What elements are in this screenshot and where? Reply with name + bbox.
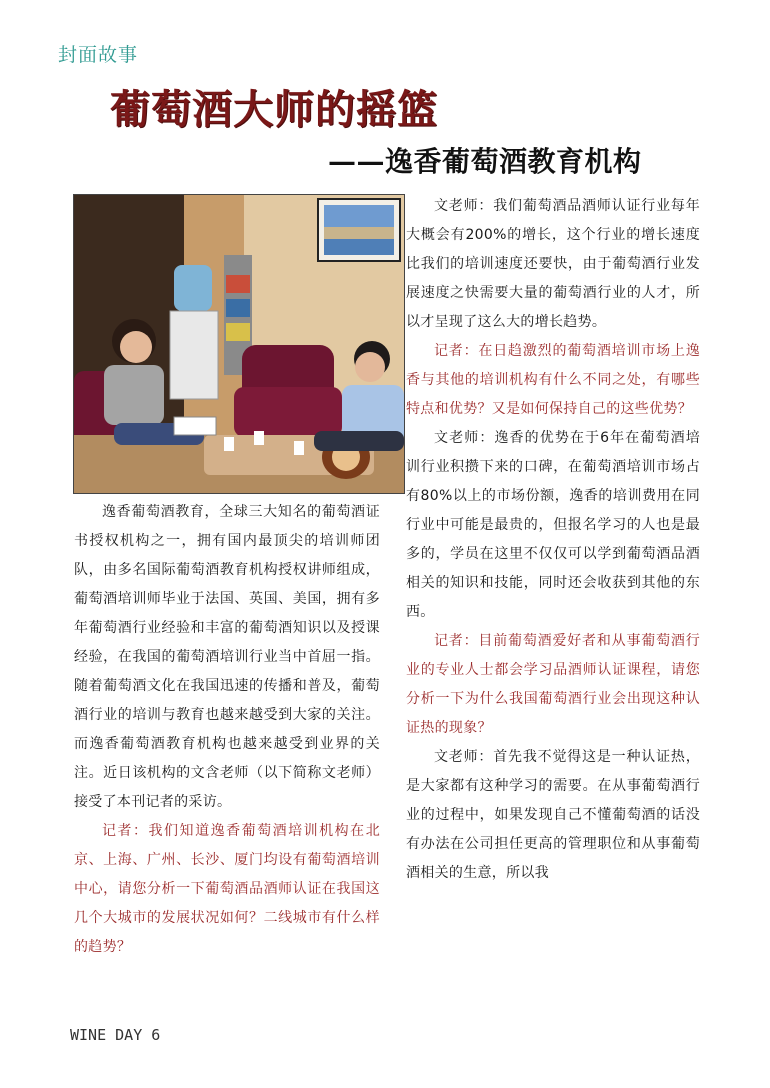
page-footer: WINE DAY 6 xyxy=(70,1026,161,1044)
left-column xyxy=(74,498,380,962)
article-title: 葡萄酒大师的摇篮 xyxy=(110,86,438,133)
reporter-question: 记者：在日趋激烈的葡萄酒培训市场上逸香与其他的培训机构有什么不同之处，有哪些特点和优势？又是如何保持自己的这些优势？ xyxy=(406,343,700,417)
section-label: 封面故事 xyxy=(58,44,139,66)
reporter-question: 记者：目前葡萄酒爱好者和从事葡萄酒行业的专业人士都会学习品酒师认证课程，请您分析一下为什么我国葡萄酒行业会出现这种认证热的现象？ xyxy=(406,633,700,736)
reporter-question: 记者：我们知道逸香葡萄酒培训机构在北京、上海、广州、长沙、厦门均设有葡萄酒培训中心，请您分析一下葡萄酒品酒师认证在我国这几个大城市的发展状况如何？二线城市有什么样的趋势？ xyxy=(74,823,380,955)
article-subtitle: ——逸香葡萄酒教育机构 xyxy=(328,145,642,178)
teacher-answer: 文老师：首先我不觉得这是一种认证热，是大家都有这种学习的需要。在从事葡萄酒行业的过程中，如果发现自己不懂葡萄酒的话没有办法在公司担任更高的管理职位和从事葡萄酒相关的生意，所以我 xyxy=(406,749,700,881)
intro-paragraph: 逸香葡萄酒教育，全球三大知名的葡萄酒证书授权机构之一，拥有国内最顶尖的培训师团队，由多名国际葡萄酒教育机构授权讲师组成，葡萄酒培训师毕业于法国、英国、美国，拥有多年葡萄酒行业经验和丰富的葡萄酒知识以及授课经验，在我国的葡萄酒培训行业当中首屈一指。随着葡萄酒文化在我国迅速的传播和普及，葡萄酒行业的培训与教育也越来越受到大家的关注。而逸香葡萄酒教育机构也越来越受到业界的关注。近日该机构的文含老师（以下简称文老师）接受了本刊记者的采访。 xyxy=(74,504,380,810)
teacher-answer: 文老师：我们葡萄酒品酒师认证行业每年大概会有200%的增长，这个行业的增长速度比我们的培训速度还要快，由于葡萄酒行业发展速度之快需要大量的葡萄酒行业的人才，所以才呈现了这么大的增长趋势。 xyxy=(406,198,700,330)
teacher-answer: 文老师：逸香的优势在于6年在葡萄酒培训行业积攒下来的口碑，在葡萄酒培训市场占有80%以上的市场份额，逸香的培训费用在同行业中可能是最贵的，但报名学习的人也是最多的，学员在这里不仅仅可以学到葡萄酒品酒相关的知识和技能，同时还会收获到其他的东西。 xyxy=(406,430,700,620)
right-column xyxy=(406,192,700,888)
interview-photo xyxy=(73,194,405,494)
